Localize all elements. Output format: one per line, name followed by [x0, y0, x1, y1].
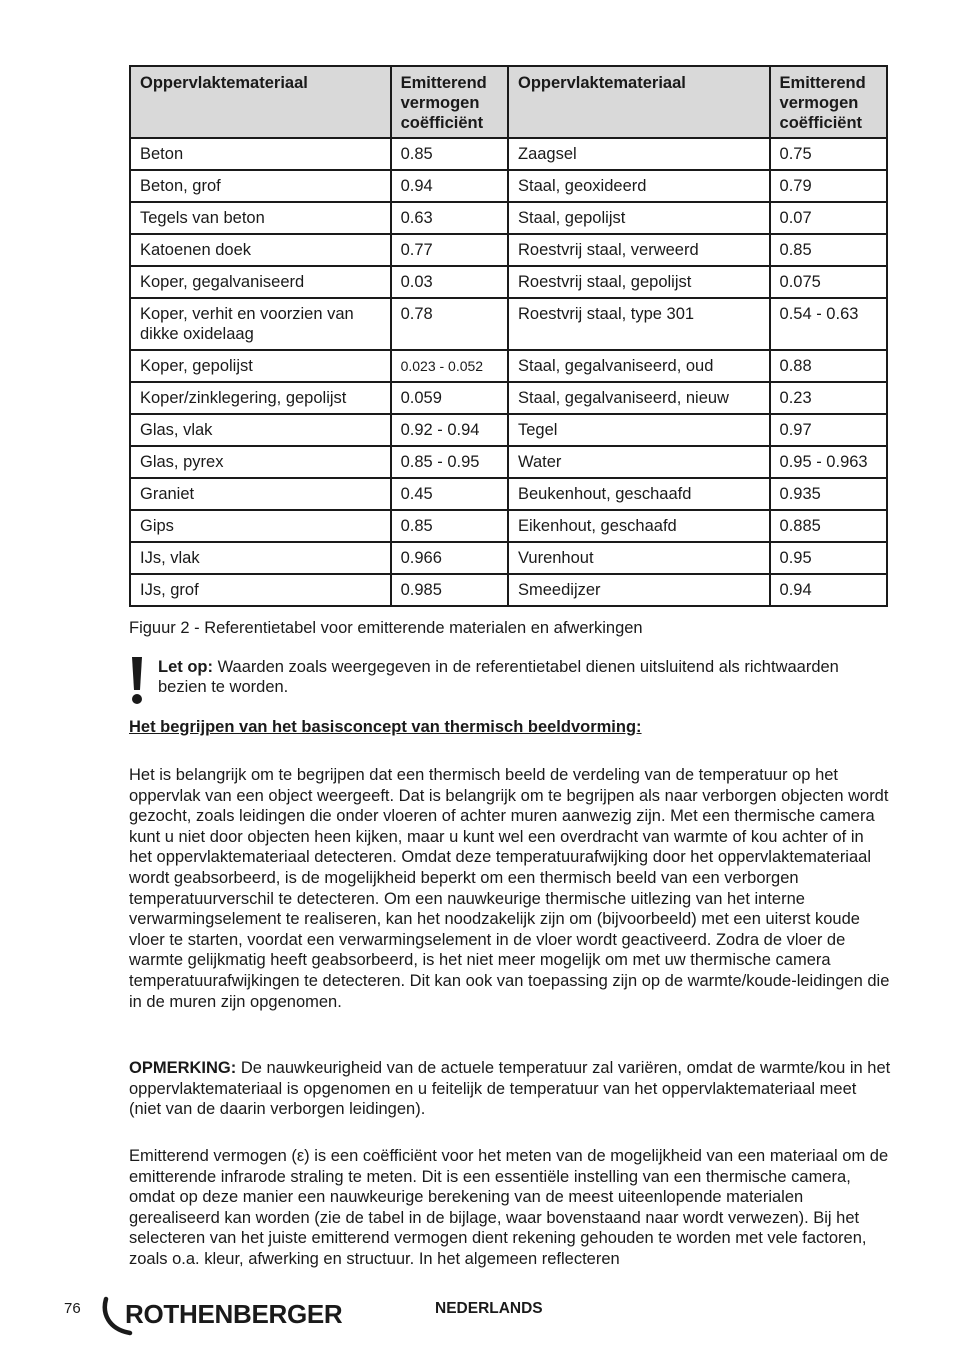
material-cell: Beukenhout, geschaafd [508, 478, 770, 510]
emissivity-cell: 0.79 [770, 170, 887, 202]
header-emissivity-2: Emitterend vermogen coëfficiënt [770, 66, 887, 138]
note-text: Waarden zoals weergegeven in de referentietabel dienen uitsluitend als richtwaarden bezien te worden. [158, 658, 839, 696]
table-row [130, 542, 887, 574]
material-cell: Staal, gegalvaniseerd, nieuw [508, 382, 770, 414]
brand-logo [100, 1295, 350, 1337]
header-emissivity-1: Emitterend vermogen coëfficiënt [391, 66, 508, 138]
table-row [130, 574, 887, 606]
emissivity-cell: 0.059 [391, 382, 508, 414]
section-heading: Het begrijpen van het basisconcept van thermisch beeldvorming: [129, 718, 642, 736]
material-cell: Zaagsel [508, 138, 770, 170]
emissivity-cell: 0.85 [770, 234, 887, 266]
table-row [130, 382, 887, 414]
table-row [130, 478, 887, 510]
material-cell: Tegels van beton [130, 202, 391, 234]
material-cell: Staal, geoxideerd [508, 170, 770, 202]
table-row [130, 350, 887, 382]
table-row [130, 202, 887, 234]
emissivity-cell: 0.75 [770, 138, 887, 170]
emissivity-cell: 0.88 [770, 350, 887, 382]
material-cell: Glas, pyrex [130, 446, 391, 478]
emissivity-cell: 0.94 [770, 574, 887, 606]
emissivity-cell: 0.966 [391, 542, 508, 574]
material-cell: Koper, gepolijst [130, 350, 391, 382]
emissivity-cell: 0.45 [391, 478, 508, 510]
emissivity-cell: 0.94 [391, 170, 508, 202]
emissivity-cell: 0.85 [391, 138, 508, 170]
material-cell: Roestvrij staal, verweerd [508, 234, 770, 266]
table-header-row [130, 66, 887, 138]
page-number: 76 [64, 1300, 81, 1317]
material-cell: Katoenen doek [130, 234, 391, 266]
material-cell: Staal, gegalvaniseerd, oud [508, 350, 770, 382]
emissivity-cell: 0.07 [770, 202, 887, 234]
emissivity-cell: 0.63 [391, 202, 508, 234]
header-material-2: Oppervlaktemateriaal [508, 66, 770, 138]
note-label: Let op: [158, 658, 213, 676]
table-row [130, 446, 887, 478]
paragraph-emissivity: Emitterend vermogen (ε) is een coëfficiënt voor het meten van de mogelijkheid van een materiaal om de emitterende infrarode straling te meten. Dit is een essentiële instelling van een thermische camera, omdat op deze manier een nauwkeurige berekening van de meest uiteenlopende materialen gerealiseerd kan worden (zie de tabel in de bijlage, waar bovenstaand naar wordt verwezen). Bij het selecteren van het juiste emitterend vermogen dient rekening gehouden te worden met vele factoren, zoals o.a. kleur, afwerking en structuur. In het algemeen reflecteren [129, 1147, 889, 1268]
brand-name: ROTHENBERGER [125, 1299, 343, 1329]
emissivity-cell: 0.85 - 0.95 [391, 446, 508, 478]
material-cell: Smeedijzer [508, 574, 770, 606]
emissivity-cell: 0.95 [770, 542, 887, 574]
remark-text: De nauwkeurigheid van de actuele temperatuur zal variëren, omdat de warmte/kou in het oppervlaktemateriaal is opgenomen en u feitelijk de temperatuur van het oppervlaktemateriaal meet (niet van de daarin verborgen leidingen). [129, 1059, 891, 1119]
paragraph-thermal-basics: Het is belangrijk om te begrijpen dat een thermisch beeld de verdeling van de temperatuur op het oppervlak van een object weergeeft. Dat is belangrijk om te begrijpen als naar verborgen objecten wordt gezocht, zoals leidingen die onder vloeren of achter muren aanwezig zijn. Met een thermische camera kunt u niet door objecten heen kijken, maar u kunt wel een overdracht van warmte of kou achter of in het oppervlaktemateriaal detecteren. Omdat deze temperatuurafwijking door het oppervlaktemateriaal wordt geabsorbeerd, is de mogelijkheid beperkt om een thermisch beeld van een verborgen temperatuurverschil te detecteren. Om een nauwkeurige thermische uitlezing van het interne verwarmingselement te realiseren, kan het noodzakelijk zijn om (bijvoorbeeld) met een uiterst koude vloer te starten, voordat een verwarmingselement in de vloer wordt geactiveerd. Zodra de vloer de warmte gelijkmatig heeft geabsorbeerd, is het niet meer mogelijk om met uw thermische camera temperatuurafwijkingen te detecteren. Dit kan ook van toepassing zijn op de warmte/koude-leidingen die in de muren zijn opgenomen. [129, 766, 890, 1011]
table-row [130, 266, 887, 298]
emissivity-cell: 0.95 - 0.963 [770, 446, 887, 478]
material-cell: Eikenhout, geschaafd [508, 510, 770, 542]
emissivity-cell: 0.03 [391, 266, 508, 298]
material-cell: Glas, vlak [130, 414, 391, 446]
material-cell: Gips [130, 510, 391, 542]
emissivity-cell: 0.885 [770, 510, 887, 542]
table-row [130, 138, 887, 170]
material-cell: Water [508, 446, 770, 478]
table-row [130, 414, 887, 446]
emissivity-cell: 0.23 [770, 382, 887, 414]
warning-note [129, 657, 888, 697]
material-cell: Roestvrij staal, gepolijst [508, 266, 770, 298]
material-cell: Vurenhout [508, 542, 770, 574]
material-cell: Koper/zinklegering, gepolijst [130, 382, 391, 414]
material-cell: Roestvrij staal, type 301 [508, 298, 770, 350]
material-cell: IJs, grof [130, 574, 391, 606]
table-row [130, 234, 887, 266]
material-cell: Beton, grof [130, 170, 391, 202]
material-cell: Staal, gepolijst [508, 202, 770, 234]
material-cell: IJs, vlak [130, 542, 391, 574]
exclamation-icon [129, 657, 145, 705]
emissivity-cell: 0.92 - 0.94 [391, 414, 508, 446]
table-caption: Figuur 2 - Referentietabel voor emitterende materialen en afwerkingen [129, 619, 643, 637]
emissivity-cell: 0.075 [770, 266, 887, 298]
emissivity-cell: 0.935 [770, 478, 887, 510]
table-row [130, 510, 887, 542]
table-row [130, 170, 887, 202]
header-material-1: Oppervlaktemateriaal [130, 66, 391, 138]
footer-language: NEDERLANDS [435, 1300, 543, 1317]
remark-label: OPMERKING: [129, 1059, 237, 1077]
table-row [130, 298, 887, 350]
emissivity-cell: 0.78 [391, 298, 508, 350]
emissivity-cell: 0.77 [391, 234, 508, 266]
emissivity-cell: 0.023 - 0.052 [391, 350, 508, 382]
material-cell: Tegel [508, 414, 770, 446]
emissivity-cell: 0.85 [391, 510, 508, 542]
emissivity-table [129, 65, 888, 607]
table-body [130, 138, 887, 606]
paragraph-remark [129, 1058, 891, 1120]
emissivity-cell: 0.97 [770, 414, 887, 446]
material-cell: Graniet [130, 478, 391, 510]
material-cell: Beton [130, 138, 391, 170]
emissivity-cell: 0.54 - 0.63 [770, 298, 887, 350]
material-cell: Koper, verhit en voorzien van dikke oxidelaag [130, 298, 391, 350]
material-cell: Koper, gegalvaniseerd [130, 266, 391, 298]
emissivity-cell: 0.985 [391, 574, 508, 606]
